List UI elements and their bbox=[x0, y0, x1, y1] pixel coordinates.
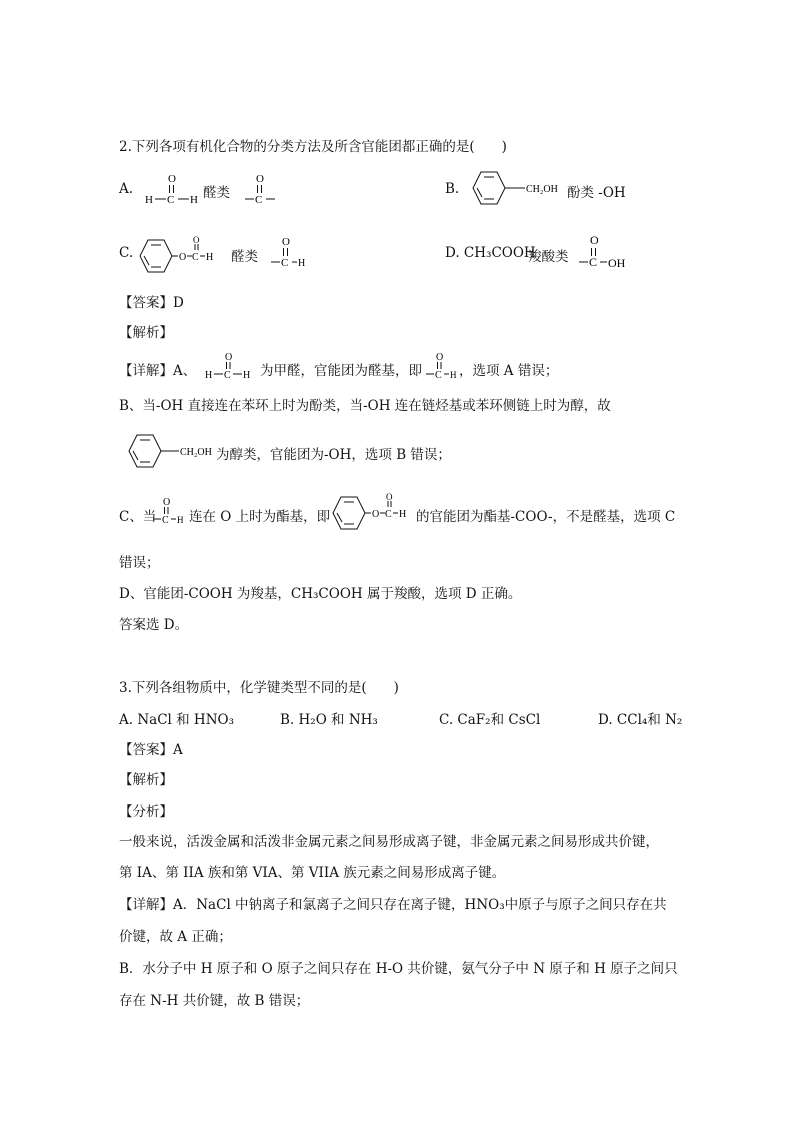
svg-text:C: C bbox=[192, 252, 199, 263]
q2-option-a-label: A. bbox=[119, 181, 134, 197]
svg-text:H: H bbox=[205, 370, 213, 381]
aldehyde-group bbox=[269, 235, 313, 275]
svg-text:H: H bbox=[298, 258, 306, 269]
svg-text:O: O bbox=[225, 352, 233, 363]
q2-stem: 2.下列各项有机化合物的分类方法及所含官能团都正确的是( ) bbox=[119, 139, 507, 155]
svg-text:O: O bbox=[256, 173, 264, 185]
q3-general-2: 第 IA、第 IIA 族和第 VIA、第 VIIA 族元素之间易形成离子键。 bbox=[119, 865, 506, 881]
svg-text:H: H bbox=[243, 370, 251, 381]
svg-text:C: C bbox=[162, 515, 169, 526]
q2-option-d-class: 羧酸类 bbox=[528, 249, 569, 265]
q3-option-d: D. CCl₄和 N₂ bbox=[598, 712, 683, 728]
q2-option-b-class: 酚类 -OH bbox=[567, 185, 626, 201]
q2-option-a-class: 醛类 bbox=[203, 185, 230, 201]
atom-o: O bbox=[168, 173, 176, 185]
q3-detail-b-2: 存在 N-H 共价键，故 B 错误； bbox=[119, 993, 310, 1009]
svg-text:CH₂OH: CH₂OH bbox=[180, 447, 212, 458]
q3-detail-b-1: B．水分子中 H 原子和 O 原子之间只存在 H-O 共价键，氨气分子中 N 原子和 H 原子之间只 bbox=[119, 961, 678, 977]
aldehyde-inline bbox=[425, 350, 461, 384]
svg-text:O: O bbox=[590, 233, 599, 247]
svg-text:C: C bbox=[589, 255, 598, 269]
svg-text:H: H bbox=[399, 509, 407, 520]
aldehyde-inline-c bbox=[152, 493, 192, 529]
q2-analysis-heading: 【解析】 bbox=[119, 325, 173, 341]
carboxyl-group bbox=[577, 233, 637, 277]
q3-fenxi-heading: 【分析】 bbox=[119, 804, 173, 820]
q3-option-c: C. CaF₂和 CsCl bbox=[439, 712, 541, 728]
q2-detail-d: D、官能团-COOH 为羧基，CH₃COOH 属于羧酸，选项 D 正确。 bbox=[119, 586, 522, 602]
atom-c: C bbox=[167, 194, 175, 206]
q3-option-a: A. NaCl 和 HNO₃ bbox=[119, 712, 234, 728]
q2-detail-b: B、当-OH 直接连在苯环上时为酚类，当-OH 连在链烃基或苯环侧链上时为醇，故 bbox=[119, 398, 611, 414]
svg-text:OH: OH bbox=[608, 256, 626, 270]
svg-text:H: H bbox=[177, 515, 184, 525]
benzyl-alcohol-inline bbox=[123, 433, 223, 469]
svg-text:O: O bbox=[193, 235, 200, 245]
q2-option-d-label: D. CH₃COOH bbox=[445, 245, 536, 261]
svg-text:C: C bbox=[435, 370, 442, 381]
q3-detail-a-1: 【详解】A．NaCl 中钠离子和氯离子之间只存在离子键，HNO₃中原子与原子之间只存在共 bbox=[119, 897, 667, 913]
svg-text:H: H bbox=[206, 252, 214, 263]
svg-text:O: O bbox=[179, 252, 187, 263]
formaldehyde-inline bbox=[205, 350, 263, 384]
atom-h: H bbox=[145, 194, 153, 206]
q2-option-b-label: B. bbox=[445, 181, 460, 197]
svg-text:O: O bbox=[372, 509, 380, 520]
svg-text:O: O bbox=[163, 497, 171, 508]
q3-stem: 3.下列各组物质中，化学键类型不同的是( ) bbox=[119, 680, 399, 696]
phenyl-formate-inline bbox=[327, 493, 417, 533]
carbonyl-group bbox=[243, 170, 283, 210]
benzyl-alcohol-structure bbox=[465, 170, 575, 210]
q3-analysis-heading: 【解析】 bbox=[119, 772, 173, 788]
svg-text:C: C bbox=[385, 509, 392, 520]
q2-option-c-label: C. bbox=[119, 245, 134, 261]
q3-option-b: B. H₂O 和 NH₃ bbox=[280, 712, 378, 728]
svg-text:C: C bbox=[255, 194, 263, 206]
atom-h: H bbox=[190, 194, 198, 206]
svg-text:C: C bbox=[224, 370, 231, 381]
svg-text:H: H bbox=[450, 370, 457, 380]
svg-text:CH₂OH: CH₂OH bbox=[526, 184, 558, 195]
q3-general-1: 一般来说，活泼金属和活泼非金属元素之间易形成离子键，非金属元素之间易形成共价键， bbox=[119, 834, 659, 850]
q2-detail-c-2: 错误； bbox=[119, 555, 160, 571]
q3-answer: 【答案】A bbox=[119, 742, 183, 758]
q3-detail-a-2: 价键，故 A 正确； bbox=[119, 929, 232, 945]
svg-text:O: O bbox=[282, 236, 290, 248]
q2-option-c-class: 醛类 bbox=[231, 249, 258, 265]
svg-text:O: O bbox=[386, 493, 393, 502]
svg-text:C: C bbox=[281, 257, 289, 269]
svg-text:O: O bbox=[436, 352, 444, 363]
q2-answer: 【答案】D bbox=[119, 295, 184, 311]
q2-conclusion: 答案选 D。 bbox=[119, 617, 189, 633]
phenyl-formate-structure bbox=[136, 235, 226, 275]
